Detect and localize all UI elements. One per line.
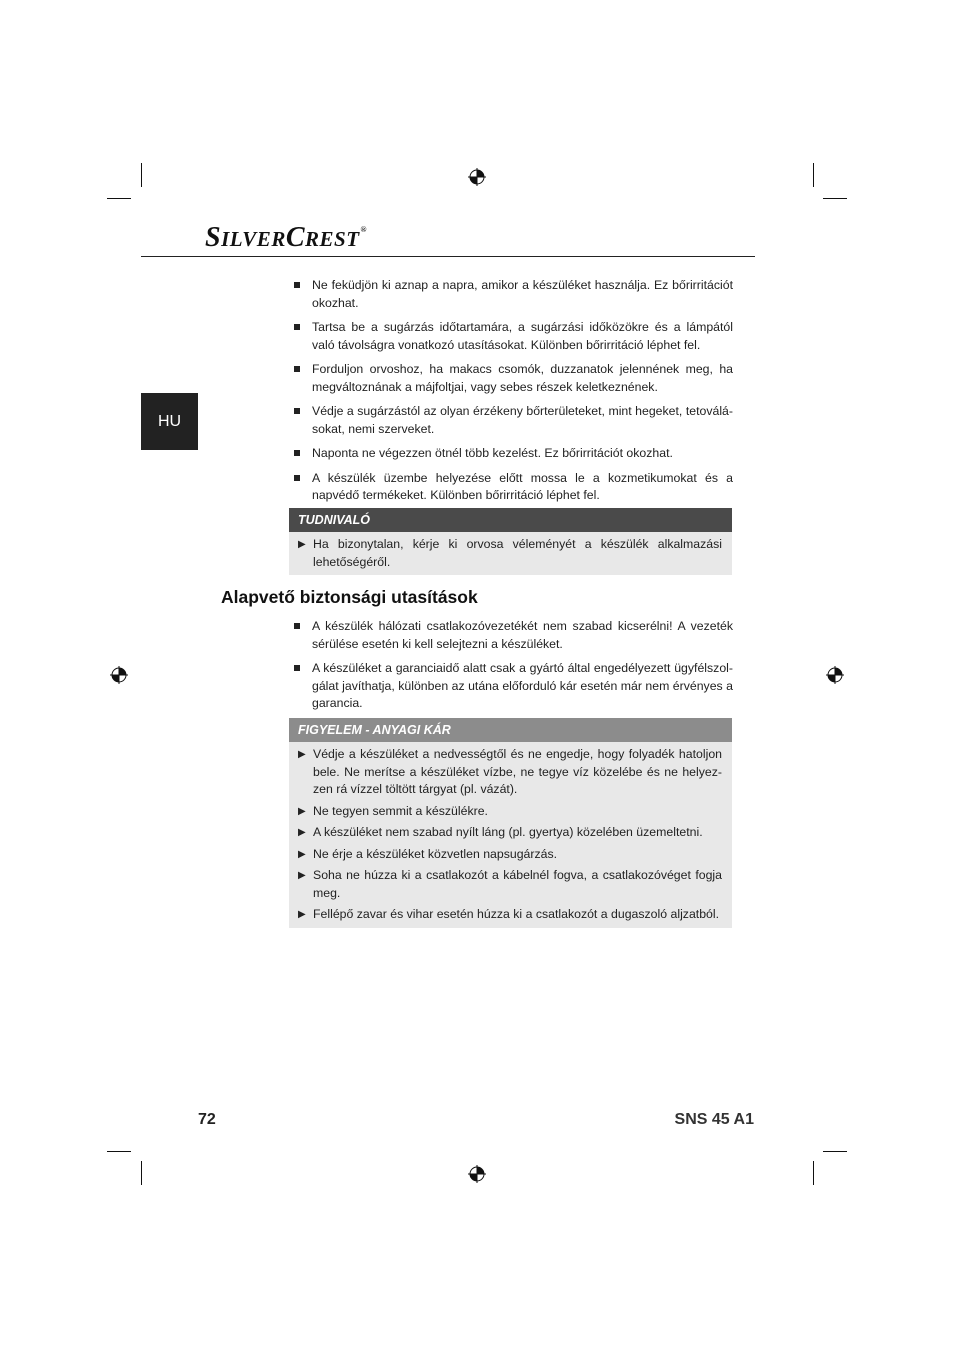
header-rule — [141, 256, 755, 257]
note-body — [289, 532, 732, 575]
registration-mark-icon — [468, 168, 486, 186]
note-title: TUDNIVALÓ — [289, 508, 732, 532]
model-number: SNS 45 A1 — [674, 1111, 754, 1128]
list-item: A készüléket a garanciaidő alatt csak a gyártó által engedélyezett ügyfélszol-gálat javíthatja, különben az utána előforduló kár esetén már nem érvényes a garancia. — [294, 660, 733, 713]
page-number: 72 — [198, 1111, 216, 1128]
triangle-arrow-icon: ▶ — [298, 539, 306, 550]
square-bullet-icon — [294, 408, 300, 414]
square-bullet-icon — [294, 665, 300, 671]
registration-mark-icon — [468, 1165, 486, 1183]
safety-list-2 — [294, 618, 733, 713]
note-item: ▶ Ha bizonytalan, kérje ki orvosa véleményét a készülék alkalmazási lehetőségéről. — [298, 537, 722, 569]
registration-mark-icon — [110, 666, 128, 684]
section-title: Alapvető biztonsági utasítások — [221, 587, 478, 607]
crop-mark — [141, 163, 142, 187]
language-tab: HU — [141, 393, 198, 450]
note-item: ▶ Soha ne húzza ki a csatlakozót a kábelnél fogva, a csatlakozóvéget fogja meg. — [298, 868, 722, 900]
crop-mark — [823, 1151, 847, 1152]
square-bullet-icon — [294, 324, 300, 330]
triangle-arrow-icon: ▶ — [298, 870, 306, 881]
crop-mark — [107, 198, 131, 199]
crop-mark — [141, 1161, 142, 1185]
triangle-arrow-icon: ▶ — [298, 805, 306, 817]
list-item: A készülék hálózati csatlakozóvezetékét nem szabad kicserélni! A vezeték sérülése esetén ki kell selejtezni a készüléket. — [294, 618, 733, 653]
crop-mark — [823, 198, 847, 199]
note-item: ▶ A készüléket nem szabad nyílt láng (pl. gyertya) közelében üzemeltetni. — [298, 824, 722, 842]
triangle-arrow-icon: ▶ — [298, 749, 306, 760]
registration-mark-icon — [826, 666, 844, 684]
list-item: Ne feküdjön ki aznap a napra, amikor a készüléket használja. Ez bőrirritációt okozhat. — [294, 277, 733, 312]
list-item: Védje a sugárzástól az olyan érzékeny bőrterületeket, mint hegeket, tetoválá-sokat, nemi szerveket. — [294, 403, 733, 438]
note-item: ▶ Fellépő zavar és vihar esetén húzza ki a csatlakozót a dugaszoló aljzatból. — [298, 906, 722, 924]
note-body — [289, 742, 732, 928]
square-bullet-icon — [294, 282, 300, 288]
square-bullet-icon — [294, 475, 300, 481]
square-bullet-icon — [294, 366, 300, 372]
square-bullet-icon — [294, 623, 300, 629]
crop-mark — [107, 1151, 131, 1152]
triangle-arrow-icon: ▶ — [298, 848, 306, 860]
brand-logo: SILVERCREST® — [205, 222, 368, 253]
note-box-tudnivalo — [289, 508, 732, 575]
triangle-arrow-icon: ▶ — [298, 909, 306, 920]
list-item: A készülék üzembe helyezése előtt mossa le a kozmetikumokat és a napvédő termékeket. Különben bőrirritáció léphet fel. — [294, 470, 733, 505]
square-bullet-icon — [294, 450, 300, 456]
triangle-arrow-icon: ▶ — [298, 827, 306, 838]
crop-mark — [813, 163, 814, 187]
note-item: ▶ Védje a készüléket a nedvességtől és ne engedje, hogy folyadék hatoljon bele. Ne merítse a készüléket vízbe, ne tegye víz közelébe és ne helyez-zen rá vízzel töltött tárgyat (pl. vázát). — [298, 747, 722, 796]
list-item: Tartsa be a sugárzás időtartamára, a sugárzási időközökre és a lámpától való távolságra vonatkozó utasításokat. Különben bőrirritáció léphet fel. — [294, 319, 733, 354]
note-item: ▶ Ne érje a készüléket közvetlen napsugárzás. — [298, 846, 722, 864]
note-item: ▶ Ne tegyen semmit a készülékre. — [298, 803, 722, 821]
list-item: Naponta ne végezzen ötnél több kezelést. Ez bőrirritációt okozhat. — [294, 445, 733, 463]
list-item: Forduljon orvoshoz, ha makacs csomók, duzzanatok jelennének meg, ha megváltoznának a májfoltjai, vagy sebes részek keletkeznének. — [294, 361, 733, 396]
note-title: FIGYELEM - ANYAGI KÁR — [289, 718, 732, 742]
note-box-figyelem — [289, 718, 732, 928]
crop-mark — [813, 1161, 814, 1185]
safety-list-1 — [294, 277, 733, 505]
